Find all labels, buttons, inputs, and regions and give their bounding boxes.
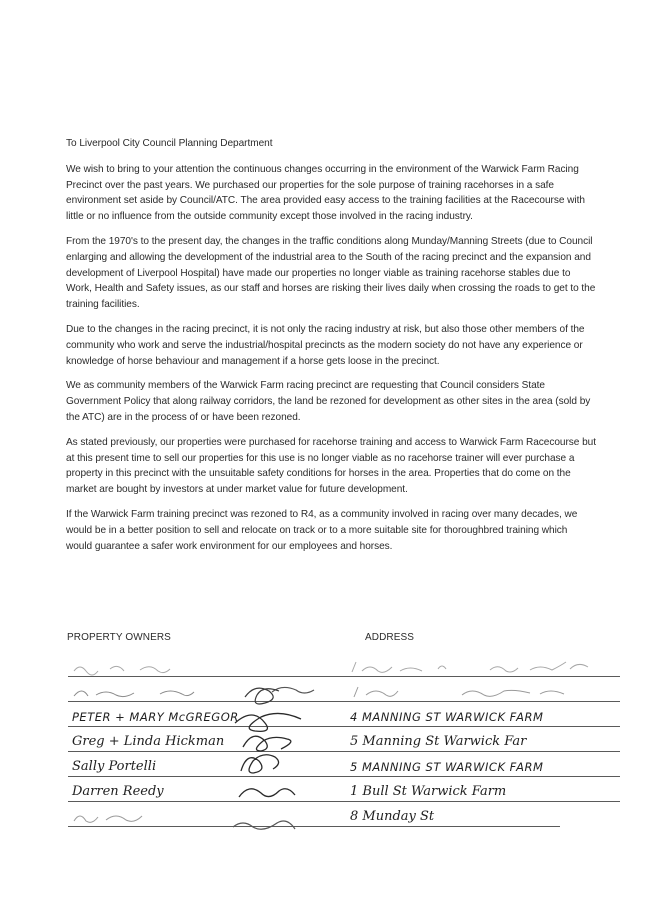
table-row xyxy=(60,805,620,827)
row-divider xyxy=(68,726,620,727)
letter-salutation: To Liverpool City Council Planning Department xyxy=(66,138,273,149)
owner-name: Darren Reedy xyxy=(72,784,164,799)
row-divider xyxy=(68,776,620,777)
faint-handwriting-scribble xyxy=(70,657,620,677)
table-row xyxy=(60,705,620,727)
row-divider xyxy=(68,701,620,702)
owner-address: 5 Manning St Warwick Far xyxy=(350,734,527,749)
letter-paragraph: We as community members of the Warwick Farm racing precinct are requesting that Council considers State Government Policy that along railway corridors, the land be rezoned for development as other sites in the area (sold by the ATC) are in the process of or have been rezoned. xyxy=(66,380,591,423)
table-row xyxy=(60,730,620,752)
owner-address: 1 Bull St Warwick Farm xyxy=(350,784,507,799)
row-divider xyxy=(68,676,620,677)
faint-handwriting-scribble xyxy=(70,807,210,827)
row-divider xyxy=(68,801,620,802)
row-divider xyxy=(68,751,620,752)
signatures-scrawl xyxy=(225,677,315,847)
owner-name: Sally Portelli xyxy=(72,759,157,774)
owner-address: 8 Munday St xyxy=(350,809,435,824)
owner-name: PETER + MARY McGREGOR xyxy=(72,710,239,724)
faint-handwriting-scribble xyxy=(70,682,620,702)
address-header: ADDRESS xyxy=(365,632,415,643)
table-row xyxy=(60,680,620,702)
table-row xyxy=(60,755,620,777)
signature-table xyxy=(60,655,620,845)
owner-address: 5 MANNING ST WARWICK FARM xyxy=(350,760,544,774)
table-row xyxy=(60,780,620,802)
owner-name: Greg + Linda Hickman xyxy=(72,734,225,749)
letter-paragraph: If the Warwick Farm training precinct was rezoned to R4, as a community involved in racing over many decades, we would be in a better position to sell and relocate on track or to a more suitable site for thoroughbred training which would guarantee a safer work environment for our employees and horses. xyxy=(66,508,578,552)
letter-paragraph: We wish to bring to your attention the continuous changes occurring in the environment of the Warwick Farm Racing Precinct over the past years. We purchased our properties for the sole purpose of training racehorses in a safe environment set aside by Council/ATC. The area provided easy access to the training facilities at the Racecourse with little or no influence from the outside community except those involved in the racing industry. xyxy=(66,163,585,223)
table-row xyxy=(60,655,620,677)
property-owners-header: PROPERTY OWNERS xyxy=(67,632,171,643)
letter-paragraph: Due to the changes in the racing precinct, it is not only the racing industry at risk, but also those other members of the community who work and serve the industrial/hospital precincts as the modern society do not have any experience or knowledge of horse behaviour and management if a horse gets loose in the precinct. xyxy=(66,323,585,367)
owner-address: 4 MANNING ST WARWICK FARM xyxy=(350,710,544,724)
letter-paragraph: As stated previously, our properties were purchased for racehorse training and access to Warwick Farm Racecourse but at this present time to sell our properties for this use is no longer viable as no racehorse trainer will ever purchase a property in this precinct with the unsuitable safety conditions for horses in the area. Properties that do come on the market are bought by investors at under market value for future development. xyxy=(66,436,596,496)
letter-body xyxy=(66,136,596,563)
letter-paragraph: From the 1970's to the present day, the changes in the traffic conditions along Munday/Manning Streets (due to Council enlarging and allowing the development of the industrial area to the South of the racing precinct and the expansion and development of Liverpool Hospital) have made our properties no longer viable as training racehorse stables due to Work, Health and Safety issues, as our staff and horses are risking their lives daily when crossing the roads to get to the training facilities. xyxy=(66,235,596,311)
